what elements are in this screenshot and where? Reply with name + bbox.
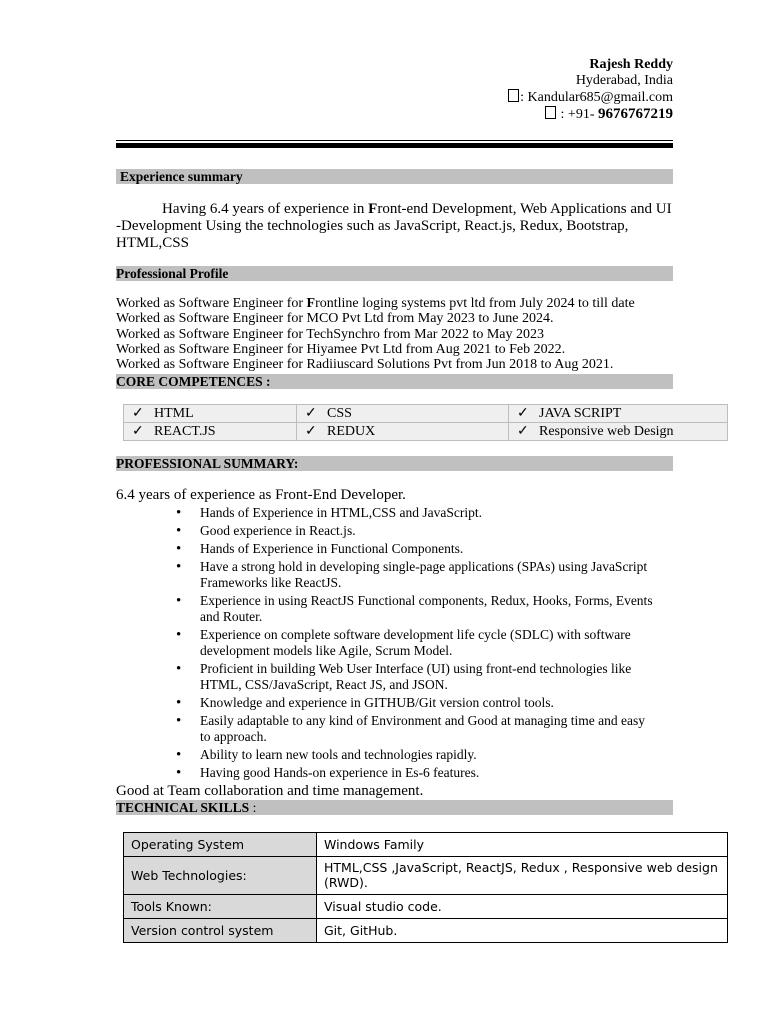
profile-line: Worked as Software Engineer for MCO Pvt Ltd from May 2023 to June 2024.	[116, 311, 554, 327]
professional-profile-list	[116, 296, 676, 372]
list-item: • Good experience in React.js.	[176, 523, 656, 539]
list-item: • Have a strong hold in developing single-page applications (SPAs) using JavaScript Frameworks like ReactJS.	[176, 559, 656, 591]
skill-value: Visual studio code.	[317, 895, 728, 919]
header-divider-thin	[116, 140, 673, 141]
candidate-name: Rajesh Reddy	[589, 57, 673, 72]
check-icon: ✓	[132, 406, 144, 421]
professional-summary-bullets	[176, 505, 656, 783]
table-row	[124, 423, 728, 441]
phone-prefix: : +91-	[557, 107, 598, 122]
competence-cell: ✓ REDUX	[297, 423, 509, 441]
check-icon: ✓	[305, 424, 317, 439]
candidate-location: Hyderabad, India	[575, 73, 673, 88]
section-heading-professional-summary: PROFESSIONAL SUMMARY:	[116, 456, 673, 471]
list-item: • Experience in using ReactJS Functional components, Redux, Hooks, Forms, Events and Router.	[176, 593, 656, 625]
skill-value: HTML,CSS ,JavaScript, ReactJS, Redux , Responsive web design (RWD).	[317, 857, 728, 895]
profile-line: Worked as Software Engineer for Radiiuscard Solutions Pvt from Jun 2018 to Aug 2021.	[116, 357, 614, 373]
phone-line	[508, 106, 673, 123]
skill-value: Windows Family	[317, 833, 728, 857]
list-item: • Proficient in building Web User Interface (UI) using front-end technologies like HTML, CSS/JavaScript, React JS, and JSON.	[176, 661, 656, 693]
technical-skills-table	[123, 832, 728, 943]
list-item: • Hands of Experience in Functional Components.	[176, 541, 656, 557]
list-item: • Easily adaptable to any kind of Environment and Good at managing time and easy to approach.	[176, 713, 656, 745]
table-row	[124, 405, 728, 423]
email-text: : Kandular685@gmail.com	[520, 90, 673, 105]
professional-summary-intro: 6.4 years of experience as Front-End Developer.	[116, 487, 406, 503]
competence-cell: ✓ JAVA SCRIPT	[509, 405, 728, 423]
check-icon: ✓	[517, 424, 529, 439]
check-icon: ✓	[517, 406, 529, 421]
profile-line: Worked as Software Engineer for Hiyamee Pvt Ltd from Aug 2021 to Feb 2022.	[116, 341, 566, 357]
check-icon: ✓	[132, 424, 144, 439]
list-item: • Hands of Experience in HTML,CSS and JavaScript.	[176, 505, 656, 521]
table-row	[124, 833, 728, 857]
list-item: • Experience on complete software development life cycle (SDLC) with software development models like Agile, Scrum Model.	[176, 627, 656, 659]
contact-header	[508, 57, 673, 123]
competence-cell: ✓ Responsive web Design	[509, 423, 728, 441]
list-item: • Ability to learn new tools and technologies rapidly.	[176, 747, 656, 763]
skill-key: Web Technologies:	[124, 857, 317, 895]
list-item: • Knowledge and experience in GITHUB/Git version control tools.	[176, 695, 656, 711]
profile-line: Worked as Software Engineer for TechSynchro from Mar 2022 to May 2023	[116, 326, 545, 342]
section-heading-core-competences: CORE COMPETENCES :	[116, 374, 673, 389]
section-heading-professional-profile: Professional Profile	[116, 266, 673, 281]
email-icon	[508, 89, 519, 102]
skill-key: Operating System	[124, 833, 317, 857]
header-divider-thick	[116, 143, 673, 148]
table-row	[124, 895, 728, 919]
list-item: • Having good Hands-on experience in Es-6 features.	[176, 765, 656, 781]
email-line	[508, 89, 673, 106]
table-row	[124, 857, 728, 895]
phone-icon	[545, 106, 556, 119]
skill-key: Version control system	[124, 919, 317, 943]
experience-summary-text: Having 6.4 years of experience in Front-end Development, Web Applications and UI -Development Using the technologies such as JavaScript, React.js, Redux, Bootstrap, HTML,CSS	[116, 201, 672, 251]
skill-key: Tools Known:	[124, 895, 317, 919]
competence-cell: ✓ REACT.JS	[124, 423, 297, 441]
check-icon: ✓	[305, 406, 317, 421]
section-heading-experience-summary: Experience summary	[116, 169, 673, 184]
competence-cell: ✓ CSS	[297, 405, 509, 423]
profile-line: Worked as Software Engineer for Frontline loging systems pvt ltd from July 2024 to till date	[116, 296, 635, 311]
competence-cell: ✓ HTML	[124, 405, 297, 423]
section-heading-technical-skills: TECHNICAL SKILLS :	[116, 800, 673, 815]
core-competences-table	[123, 404, 728, 441]
skill-value: Git, GitHub.	[317, 919, 728, 943]
professional-summary-closing: Good at Team collaboration and time management.	[116, 783, 424, 799]
table-row	[124, 919, 728, 943]
phone-number: 9676767219	[598, 106, 673, 122]
